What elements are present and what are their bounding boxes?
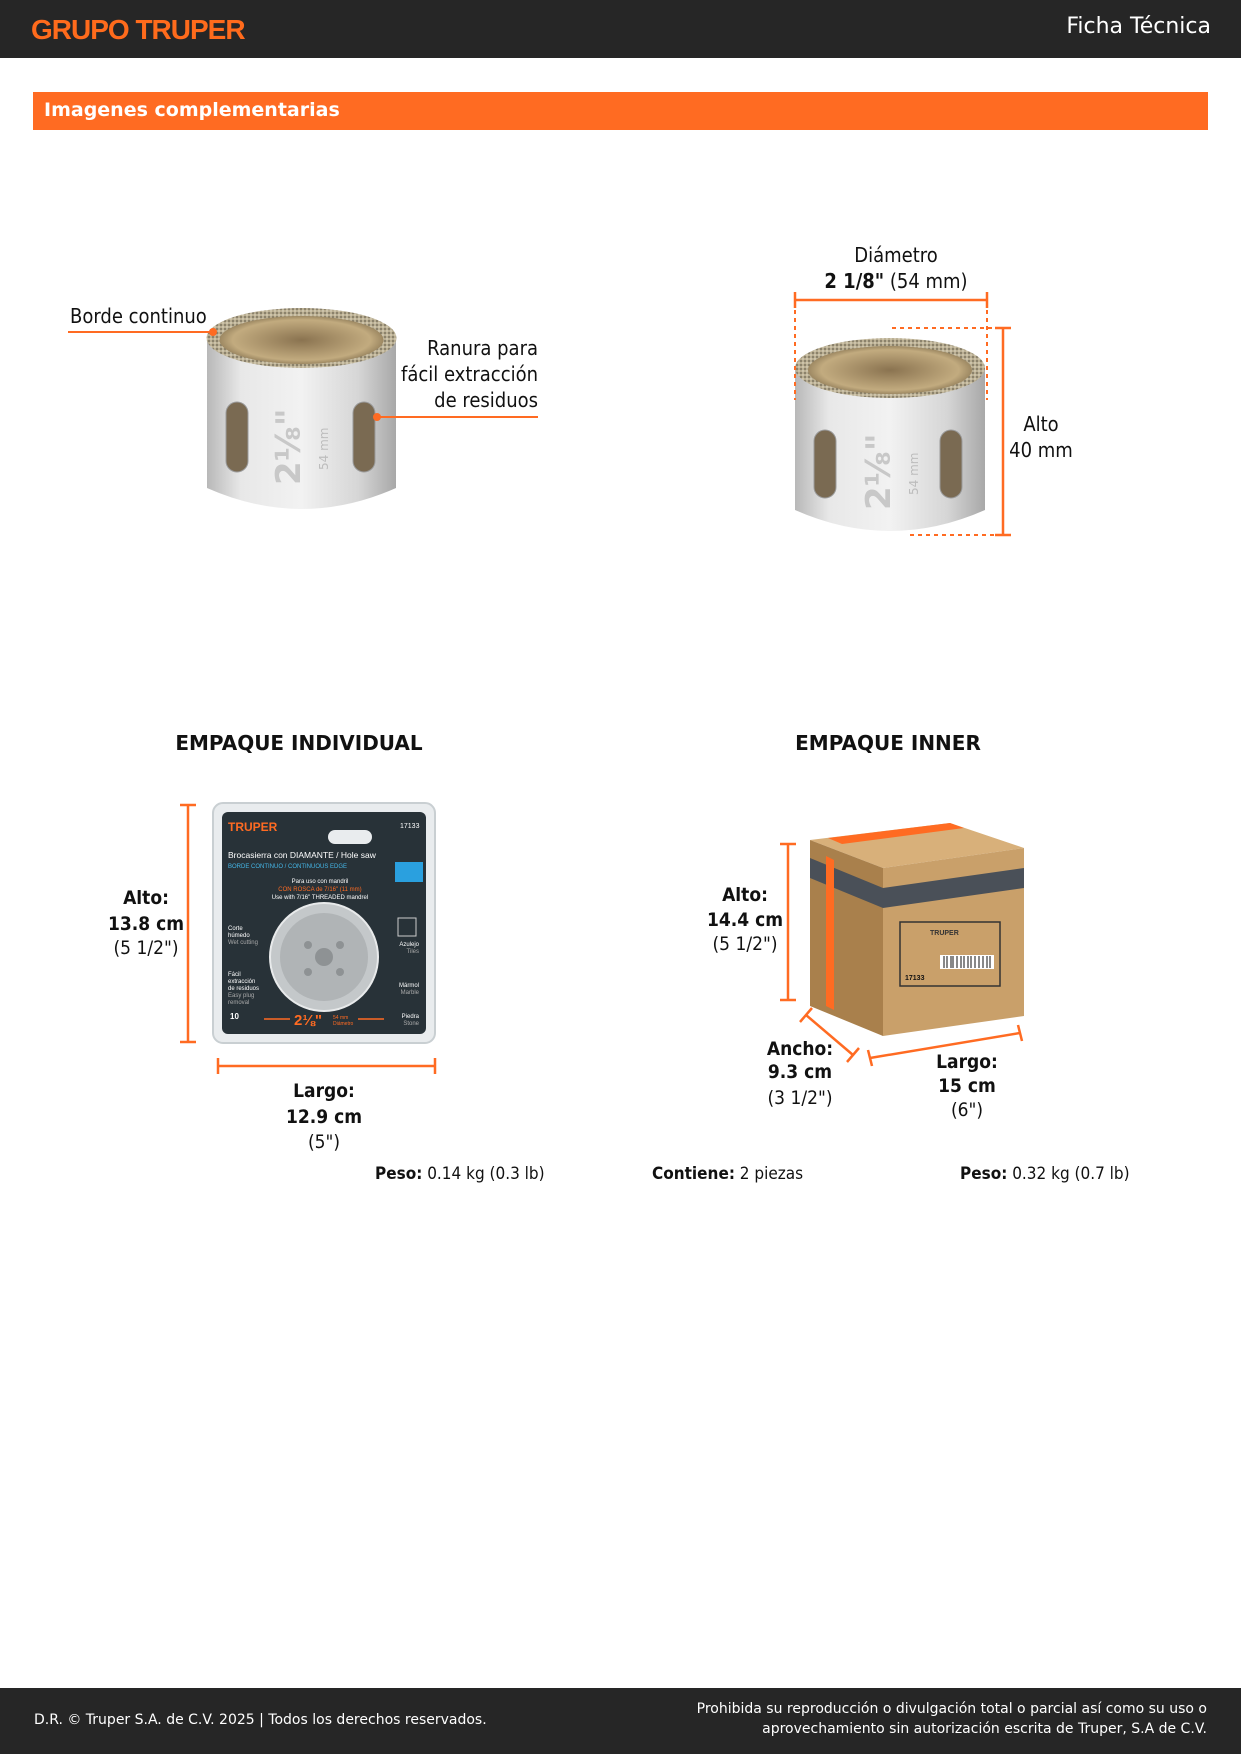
- slot-label-line-3: de residuos: [434, 388, 538, 412]
- svg-text:2⅛": 2⅛": [269, 408, 309, 485]
- inner-pack-title: EMPAQUE INNER: [795, 731, 981, 755]
- svg-text:Wet cutting: Wet cutting: [228, 940, 258, 946]
- individual-pack-image: [213, 803, 435, 1043]
- individual-length-cm: 12.9 cm: [285, 1106, 363, 1128]
- svg-text:17133: 17133: [905, 975, 925, 982]
- diameter-title: Diámetro: [854, 243, 938, 267]
- svg-text:54 mm: 54 mm: [907, 452, 921, 495]
- brand-logo: GRUPO TRUPER: [31, 14, 245, 45]
- inner-weight-value: 0.32 kg (0.7 lb): [1012, 1164, 1130, 1184]
- svg-text:Mármol: Mármol: [398, 983, 419, 989]
- svg-text:54 mm: 54 mm: [317, 427, 331, 470]
- slot-label-line-1: Ranura para: [427, 336, 538, 360]
- inner-height-in: (5 1/2"): [712, 933, 778, 955]
- svg-text:17133: 17133: [400, 823, 420, 830]
- inner-contains-label: Contiene:: [652, 1164, 735, 1184]
- individual-weight-value: 0.14 kg (0.3 lb): [427, 1164, 545, 1184]
- svg-text:10: 10: [230, 1012, 239, 1021]
- inner-contains: [652, 1161, 803, 1187]
- diameter-inch: 2 1/8": [824, 269, 885, 293]
- individual-height-cm: 13.8 cm: [107, 913, 185, 935]
- inner-length-cm: 15 cm: [938, 1075, 996, 1097]
- section-title: Imagenes complementarias: [44, 99, 340, 121]
- diameter-mm: (54 mm): [889, 269, 968, 293]
- svg-text:Azulejo: Azulejo: [399, 942, 419, 948]
- svg-text:Piedra: Piedra: [401, 1014, 419, 1020]
- svg-text:54 mm: 54 mm: [333, 1015, 349, 1021]
- svg-text:TRUPER: TRUPER: [228, 820, 278, 834]
- edge-label: Borde continuo: [70, 304, 207, 328]
- svg-text:Use with 7/16" THREADED mandre: Use with 7/16" THREADED mandrel: [271, 895, 369, 901]
- inner-contains-value: 2 piezas: [739, 1164, 804, 1184]
- diameter-value: [786, 268, 1006, 294]
- svg-text:removal: removal: [228, 1000, 250, 1006]
- hole-saw-dimension-image: [795, 338, 985, 531]
- inner-width-in: (3 1/2"): [767, 1087, 833, 1109]
- svg-text:Diámetro: Diámetro: [333, 1021, 354, 1027]
- inner-height-cm: 14.4 cm: [706, 909, 784, 931]
- inner-height-title: Alto:: [722, 884, 768, 906]
- individual-length-in: (5"): [307, 1131, 341, 1153]
- individual-weight-label: Peso:: [375, 1164, 423, 1184]
- slot-label-line-2: fácil extracción: [401, 362, 538, 386]
- legal-notice-line-2: aprovechamiento sin autorización escrita de Truper, S.A de C.V.: [762, 1721, 1207, 1737]
- inner-width-title: Ancho:: [766, 1038, 834, 1060]
- footer-bar: [0, 1688, 1241, 1754]
- svg-text:húmedo: húmedo: [228, 933, 250, 939]
- inner-width-cm: 9.3 cm: [767, 1061, 833, 1083]
- svg-text:Para uso con mandril: Para uso con mandril: [291, 879, 349, 885]
- svg-text:BORDE CONTINUO / CONTINUOUS ED: BORDE CONTINUO / CONTINUOUS EDGE: [228, 864, 348, 870]
- svg-text:TRUPER: TRUPER: [930, 930, 959, 937]
- svg-text:Tiles: Tiles: [406, 949, 419, 955]
- legal-notice: [607, 1699, 1207, 1739]
- individual-weight: [375, 1161, 545, 1187]
- individual-height-title: Alto:: [123, 887, 169, 909]
- height-value: 40 mm: [1009, 438, 1073, 462]
- svg-text:CON ROSCA de 7/16" (11 mm): CON ROSCA de 7/16" (11 mm): [278, 887, 362, 893]
- svg-text:Corte: Corte: [228, 926, 243, 932]
- inner-length-title: Largo:: [936, 1051, 998, 1073]
- svg-text:extracción: extracción: [228, 979, 256, 985]
- inner-weight-label: Peso:: [960, 1164, 1008, 1184]
- individual-length-title: Largo:: [293, 1080, 355, 1102]
- svg-text:de residuos: de residuos: [228, 986, 260, 992]
- copyright-text: D.R. © Truper S.A. de C.V. 2025 | Todos los derechos reservados.: [34, 1712, 487, 1728]
- inner-length-in: (6"): [950, 1099, 984, 1121]
- height-title: Alto: [1023, 412, 1059, 436]
- svg-text:Fácil: Fácil: [228, 972, 241, 978]
- document-type: Ficha Técnica: [1066, 14, 1211, 39]
- svg-text:Easy plug: Easy plug: [228, 993, 255, 999]
- svg-text:2⅛": 2⅛": [859, 433, 899, 510]
- inner-pack-image: [810, 823, 1024, 1036]
- individual-height-in: (5 1/2"): [113, 937, 179, 959]
- svg-text:Stone: Stone: [403, 1021, 419, 1027]
- svg-text:Brocasierra con DIAMANTE / Hol: Brocasierra con DIAMANTE / Hole saw: [228, 850, 376, 860]
- svg-text:Marble: Marble: [400, 990, 419, 996]
- legal-notice-line-1: Prohibida su reproducción o divulgación total o parcial así como su uso o: [696, 1701, 1207, 1717]
- inner-weight: [960, 1161, 1130, 1187]
- svg-text:2⅛": 2⅛": [294, 1012, 322, 1029]
- individual-pack-title: EMPAQUE INDIVIDUAL: [175, 731, 423, 755]
